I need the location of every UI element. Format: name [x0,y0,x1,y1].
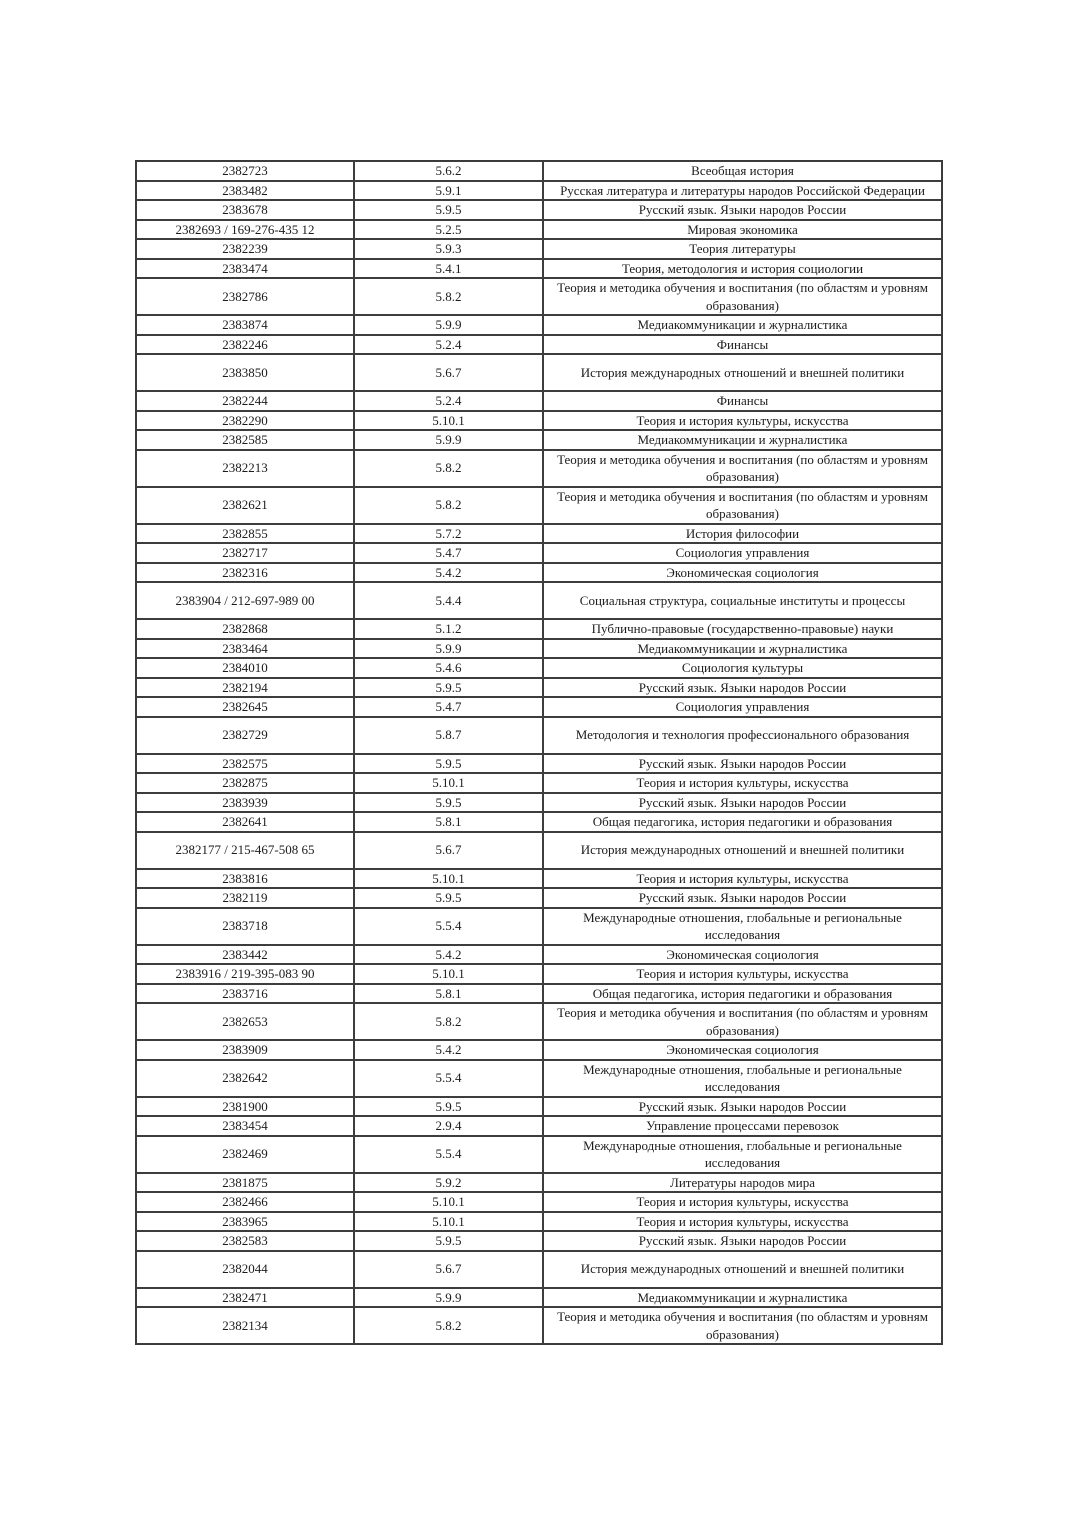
row-id-cell: 2382575 [136,754,354,774]
row-id-cell: 2383939 [136,793,354,813]
row-id-cell: 2384010 [136,658,354,678]
row-code-cell: 5.2.4 [354,391,543,411]
table-row [136,658,942,678]
subjects-table [135,160,943,1345]
row-id-cell: 2382786 [136,278,354,315]
row-id-cell: 2383442 [136,945,354,965]
table-row [136,259,942,279]
table-row [136,888,942,908]
row-id-cell: 2383965 [136,1212,354,1232]
table-row [136,543,942,563]
table-row [136,582,942,619]
table-row [136,524,942,544]
row-id-cell: 2382239 [136,239,354,259]
table-row [136,639,942,659]
row-id-cell: 2382466 [136,1192,354,1212]
row-code-cell: 5.2.5 [354,220,543,240]
row-subject-cell: Финансы [543,391,942,411]
row-id-cell: 2383716 [136,984,354,1004]
row-code-cell: 2.9.4 [354,1116,543,1136]
row-id-cell: 2382469 [136,1136,354,1173]
row-id-cell: 2382290 [136,411,354,431]
table-row [136,869,942,889]
table-row [136,984,942,1004]
row-subject-cell: Международные отношения, глобальные и региональные исследования [543,908,942,945]
row-subject-cell: Теория и методика обучения и воспитания (по областям и уровням образования) [543,1003,942,1040]
row-subject-cell: Теория и методика обучения и воспитания (по областям и уровням образования) [543,1307,942,1344]
row-code-cell: 5.9.9 [354,639,543,659]
row-subject-cell: Методология и технология профессионального образования [543,717,942,754]
row-id-cell: 2382246 [136,335,354,355]
row-subject-cell: Русский язык. Языки народов России [543,200,942,220]
row-id-cell: 2382471 [136,1288,354,1308]
table-row [136,1231,942,1251]
row-subject-cell: Международные отношения, глобальные и региональные исследования [543,1060,942,1097]
row-subject-cell: Общая педагогика, история педагогики и образования [543,984,942,1004]
table-row [136,1212,942,1232]
row-subject-cell: Экономическая социология [543,563,942,583]
row-subject-cell: Социальная структура, социальные институты и процессы [543,582,942,619]
row-subject-cell: Медиакоммуникации и журналистика [543,315,942,335]
row-subject-cell: Общая педагогика, история педагогики и образования [543,812,942,832]
row-subject-cell: Медиакоммуникации и журналистика [543,639,942,659]
row-subject-cell: Литературы народов мира [543,1173,942,1193]
table-row [136,430,942,450]
row-subject-cell: Русский язык. Языки народов России [543,888,942,908]
table-row [136,717,942,754]
row-code-cell: 5.9.5 [354,200,543,220]
table-row [136,773,942,793]
row-code-cell: 5.9.5 [354,678,543,698]
table-row [136,161,942,181]
row-subject-cell: Экономическая социология [543,945,942,965]
row-code-cell: 5.7.2 [354,524,543,544]
row-subject-cell: Русский язык. Языки народов России [543,1097,942,1117]
row-id-cell: 2381875 [136,1173,354,1193]
row-id-cell: 2383464 [136,639,354,659]
row-code-cell: 5.5.4 [354,908,543,945]
row-code-cell: 5.6.2 [354,161,543,181]
row-code-cell: 5.9.3 [354,239,543,259]
table-row [136,1288,942,1308]
table-row [136,200,942,220]
row-id-cell: 2381900 [136,1097,354,1117]
table-row [136,1116,942,1136]
row-id-cell: 2382316 [136,563,354,583]
row-code-cell: 5.10.1 [354,964,543,984]
row-code-cell: 5.2.4 [354,335,543,355]
row-code-cell: 5.5.4 [354,1136,543,1173]
table-row [136,315,942,335]
row-id-cell: 2382213 [136,450,354,487]
row-subject-cell: Управление процессами перевозок [543,1116,942,1136]
row-id-cell: 2383850 [136,354,354,391]
row-subject-cell: Русский язык. Языки народов России [543,1231,942,1251]
row-id-cell: 2382868 [136,619,354,639]
row-subject-cell: Теория и история культуры, искусства [543,964,942,984]
table-row [136,754,942,774]
row-id-cell: 2382119 [136,888,354,908]
row-code-cell: 5.8.2 [354,1003,543,1040]
row-id-cell: 2382044 [136,1251,354,1288]
row-subject-cell: Теория, методология и история социологии [543,259,942,279]
row-code-cell: 5.8.2 [354,487,543,524]
row-subject-cell: Теория и история культуры, искусства [543,1212,942,1232]
row-code-cell: 5.9.5 [354,888,543,908]
row-code-cell: 5.4.7 [354,697,543,717]
row-id-cell: 2383904 / 212-697-989 00 [136,582,354,619]
table-row [136,278,942,315]
row-id-cell: 2382693 / 169-276-435 12 [136,220,354,240]
row-code-cell: 5.8.7 [354,717,543,754]
row-id-cell: 2382177 / 215-467-508 65 [136,832,354,869]
table-row [136,812,942,832]
row-id-cell: 2382583 [136,1231,354,1251]
table-row [136,181,942,201]
row-code-cell: 5.9.9 [354,430,543,450]
row-code-cell: 5.9.9 [354,315,543,335]
row-subject-cell: Социология управления [543,697,942,717]
row-code-cell: 5.10.1 [354,411,543,431]
row-subject-cell: Теория и методика обучения и воспитания (по областям и уровням образования) [543,487,942,524]
table-row [136,239,942,259]
row-code-cell: 5.6.7 [354,1251,543,1288]
table-row [136,450,942,487]
row-subject-cell: Теория литературы [543,239,942,259]
row-code-cell: 5.10.1 [354,869,543,889]
table-row [136,697,942,717]
row-subject-cell: Теория и методика обучения и воспитания (по областям и уровням образования) [543,278,942,315]
row-id-cell: 2382729 [136,717,354,754]
row-id-cell: 2382723 [136,161,354,181]
row-id-cell: 2382194 [136,678,354,698]
row-subject-cell: Русский язык. Языки народов России [543,793,942,813]
table-row [136,1192,942,1212]
row-id-cell: 2383678 [136,200,354,220]
row-code-cell: 5.4.2 [354,945,543,965]
table-row [136,964,942,984]
table-row [136,1251,942,1288]
row-id-cell: 2383718 [136,908,354,945]
table-row [136,335,942,355]
row-code-cell: 5.8.2 [354,1307,543,1344]
table-row [136,1136,942,1173]
row-subject-cell: Международные отношения, глобальные и региональные исследования [543,1136,942,1173]
row-subject-cell: Теория и история культуры, искусства [543,1192,942,1212]
row-id-cell: 2382717 [136,543,354,563]
row-subject-cell: Теория и история культуры, искусства [543,773,942,793]
table-row [136,354,942,391]
table-row [136,391,942,411]
row-id-cell: 2383482 [136,181,354,201]
row-code-cell: 5.8.1 [354,984,543,1004]
row-code-cell: 5.4.4 [354,582,543,619]
row-subject-cell: Русский язык. Языки народов России [543,754,942,774]
table-row [136,1307,942,1344]
row-subject-cell: Экономическая социология [543,1040,942,1060]
table-row [136,1097,942,1117]
row-subject-cell: История международных отношений и внешней политики [543,832,942,869]
row-subject-cell: История международных отношений и внешней политики [543,1251,942,1288]
table-row [136,487,942,524]
row-code-cell: 5.6.7 [354,354,543,391]
table-row [136,678,942,698]
table-row [136,793,942,813]
row-subject-cell: Теория и методика обучения и воспитания (по областям и уровням образования) [543,450,942,487]
row-id-cell: 2382642 [136,1060,354,1097]
row-id-cell: 2382645 [136,697,354,717]
table-row [136,908,942,945]
row-subject-cell: Социология культуры [543,658,942,678]
row-code-cell: 5.9.5 [354,1097,543,1117]
row-code-cell: 5.4.2 [354,563,543,583]
row-code-cell: 5.8.1 [354,812,543,832]
table-row [136,1040,942,1060]
row-id-cell: 2382855 [136,524,354,544]
row-subject-cell: История философии [543,524,942,544]
row-subject-cell: Социология управления [543,543,942,563]
row-code-cell: 5.9.1 [354,181,543,201]
row-code-cell: 5.9.9 [354,1288,543,1308]
table-row [136,1003,942,1040]
row-subject-cell: Мировая экономика [543,220,942,240]
table-row [136,563,942,583]
row-subject-cell: Теория и история культуры, искусства [543,411,942,431]
table-row [136,411,942,431]
row-code-cell: 5.10.1 [354,1212,543,1232]
table-row [136,945,942,965]
row-id-cell: 2383454 [136,1116,354,1136]
row-code-cell: 5.9.5 [354,754,543,774]
row-subject-cell: Всеобщая история [543,161,942,181]
row-id-cell: 2382641 [136,812,354,832]
row-subject-cell: История международных отношений и внешней политики [543,354,942,391]
row-id-cell: 2383909 [136,1040,354,1060]
row-code-cell: 5.4.6 [354,658,543,678]
row-subject-cell: Публично-правовые (государственно-правовые) науки [543,619,942,639]
row-id-cell: 2382244 [136,391,354,411]
row-id-cell: 2383874 [136,315,354,335]
row-code-cell: 5.9.2 [354,1173,543,1193]
row-subject-cell: Финансы [543,335,942,355]
table-row [136,1060,942,1097]
row-id-cell: 2382653 [136,1003,354,1040]
row-subject-cell: Теория и история культуры, искусства [543,869,942,889]
row-code-cell: 5.4.1 [354,259,543,279]
table-row [136,832,942,869]
table-row [136,220,942,240]
row-id-cell: 2382134 [136,1307,354,1344]
table-row [136,1173,942,1193]
row-code-cell: 5.9.5 [354,793,543,813]
registry-table-container [135,160,942,1345]
row-code-cell: 5.10.1 [354,773,543,793]
row-id-cell: 2383916 / 219-395-083 90 [136,964,354,984]
row-id-cell: 2382621 [136,487,354,524]
row-subject-cell: Русский язык. Языки народов России [543,678,942,698]
row-id-cell: 2382875 [136,773,354,793]
row-code-cell: 5.4.7 [354,543,543,563]
row-code-cell: 5.9.5 [354,1231,543,1251]
row-id-cell: 2383474 [136,259,354,279]
row-subject-cell: Медиакоммуникации и журналистика [543,430,942,450]
row-code-cell: 5.10.1 [354,1192,543,1212]
row-subject-cell: Русская литература и литературы народов Российской Федерации [543,181,942,201]
subjects-table-body [136,161,942,1344]
row-id-cell: 2383816 [136,869,354,889]
row-code-cell: 5.1.2 [354,619,543,639]
row-code-cell: 5.4.2 [354,1040,543,1060]
row-code-cell: 5.6.7 [354,832,543,869]
row-code-cell: 5.5.4 [354,1060,543,1097]
row-subject-cell: Медиакоммуникации и журналистика [543,1288,942,1308]
row-id-cell: 2382585 [136,430,354,450]
row-code-cell: 5.8.2 [354,450,543,487]
table-row [136,619,942,639]
row-code-cell: 5.8.2 [354,278,543,315]
